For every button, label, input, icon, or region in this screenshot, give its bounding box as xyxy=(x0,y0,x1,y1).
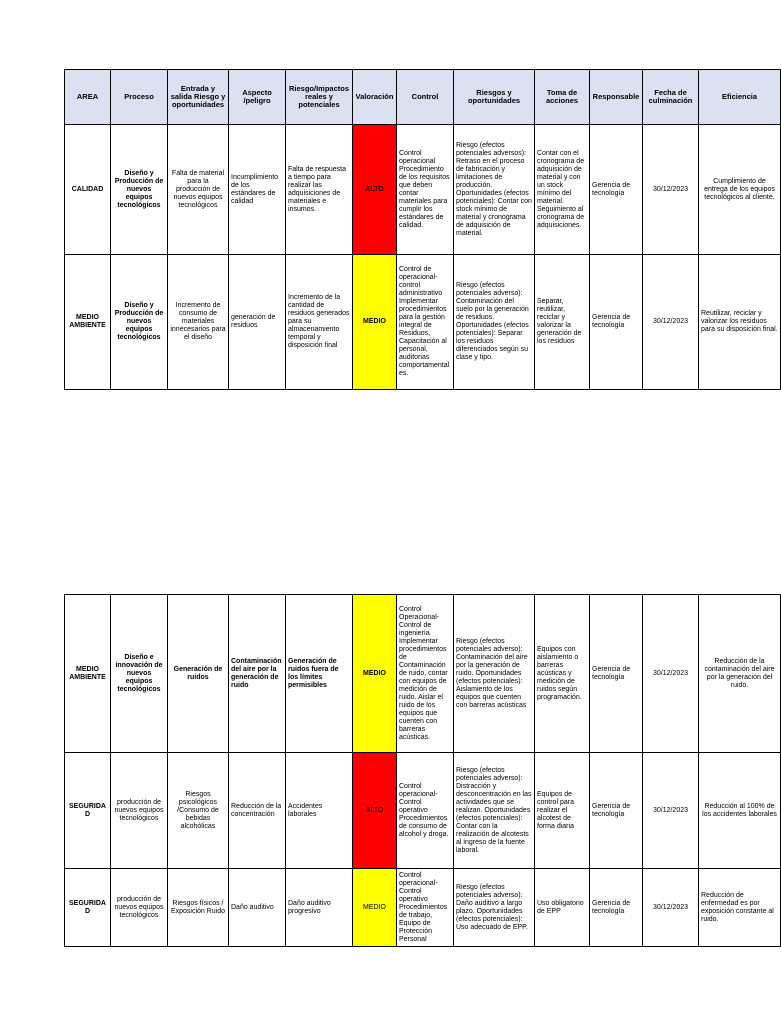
cell-area: CALIDAD xyxy=(65,125,111,255)
cell-valoracion: ALTO xyxy=(353,125,397,255)
cell-valoracion: MEDIO xyxy=(353,595,397,753)
header-fecha: Fecha de culminación xyxy=(643,70,699,125)
cell-entrada: Generación de ruidos xyxy=(168,595,229,753)
cell-riesgos-oportunidades: Riesgo (efectos potenciales adverso): Daño auditivo a largo plazo. Oportunidades (efectos potenciales): Uso adecuado de EPP. xyxy=(454,869,535,947)
cell-proceso: Diseño y Producción de nuevos equipos tecnológicos xyxy=(111,255,168,390)
cell-riesgos-oportunidades: Riesgo (efectos potenciales adverso): Contaminación del suelo por la generación de residuos. Oportunidades (efectos potenciales): Separar los residuos diferenciados según su clase y tipo. xyxy=(454,255,535,390)
cell-aspecto: Incumplimiento de los estándares de calidad xyxy=(229,125,286,255)
header-eficiencia: Eficiencia xyxy=(699,70,781,125)
cell-valoracion: ALTO xyxy=(353,753,397,869)
cell-responsable: Gerencia de tecnología xyxy=(590,869,643,947)
cell-riesgo-impacto: Accidentes laborales xyxy=(286,753,353,869)
header-area: AREA xyxy=(65,70,111,125)
table-row xyxy=(65,869,781,947)
cell-responsable: Gerencia de tecnología xyxy=(590,255,643,390)
header-toma-acciones: Toma de acciones xyxy=(535,70,590,125)
table-row xyxy=(65,255,781,390)
header-aspecto: Aspecto /peligro xyxy=(229,70,286,125)
header-responsable: Responsable xyxy=(590,70,643,125)
cell-riesgos-oportunidades: Riesgo (efectos potenciales adverso): Contaminación del aire por la generación de ruido. Oportunidades (efectos potenciales): Aislamiento de los equipos que cuenten con barreras acústicas xyxy=(454,595,535,753)
cell-riesgo-impacto: Incremento de la cantidad de residuos generados para su almacenamiento temporal y disposición final xyxy=(286,255,353,390)
cell-responsable: Gerencia de tecnología xyxy=(590,595,643,753)
cell-riesgo-impacto: Daño auditivo progresivo xyxy=(286,869,353,947)
cell-proceso: Diseño y Producción de nuevos equipos tecnológicos xyxy=(111,125,168,255)
header-control: Control xyxy=(397,70,454,125)
cell-valoracion: MEDIO xyxy=(353,255,397,390)
cell-entrada: Incremento de consumo de materiales innecesarios para el diseño xyxy=(168,255,229,390)
table-row xyxy=(65,125,781,255)
cell-control: Control operacional-Control operativo Procedimientos de trabajo, Equipo de Protección Personal xyxy=(397,869,454,947)
cell-valoracion: MEDIO xyxy=(353,869,397,947)
table-row xyxy=(65,753,781,869)
cell-fecha: 30/12/2023 xyxy=(643,753,699,869)
cell-entrada: Riesgos psicológicos /Consumo de bebidas alcohólicas xyxy=(168,753,229,869)
cell-control: Control operacional Procedimiento de los requisitos que deben contar materiales para cumplir los estándares de calidad. xyxy=(397,125,454,255)
cell-toma-acciones: Equipos con aislamiento o barreras acústicas y medición de ruidos según programación. xyxy=(535,595,590,753)
cell-proceso: producción de nuevos equipos tecnológicos xyxy=(111,869,168,947)
header-proceso: Proceso xyxy=(111,70,168,125)
cell-responsable: Gerencia de tecnología xyxy=(590,125,643,255)
cell-toma-acciones: Separar, reutilizar, reciclar y valorizar la generación de los residuos xyxy=(535,255,590,390)
cell-toma-acciones: Uso obligatorio de EPP xyxy=(535,869,590,947)
header-entrada: Entrada y salida Riesgo y oportunidades xyxy=(168,70,229,125)
cell-aspecto: Contaminación del aire por la generación de ruido xyxy=(229,595,286,753)
cell-eficiencia: Reducción de enfermedad es por exposición constante al ruido. xyxy=(699,869,781,947)
risk-table-bottom xyxy=(64,594,781,947)
cell-aspecto: Reducción de la concentración xyxy=(229,753,286,869)
cell-entrada: Falta de material para la producción de nuevos equipos tecnológicos xyxy=(168,125,229,255)
header-valoracion: Valoración xyxy=(353,70,397,125)
cell-eficiencia: Cumplimiento de entrega de los equipos tecnológicos al cliente. xyxy=(699,125,781,255)
cell-area: MEDIO AMBIENTE xyxy=(65,255,111,390)
cell-toma-acciones: Equipos de control para realizar el alcotest de forma diaria xyxy=(535,753,590,869)
cell-fecha: 30/12/2023 xyxy=(643,595,699,753)
risk-table-top xyxy=(64,69,781,390)
cell-riesgo-impacto: Generación de ruidos fuera de los límites permisibles xyxy=(286,595,353,753)
cell-aspecto: generación de residuos xyxy=(229,255,286,390)
cell-eficiencia: Reducción de la contaminación del aire por la generación del ruido. xyxy=(699,595,781,753)
cell-riesgos-oportunidades: Riesgo (efectos potenciales adversos): Retraso en el proceso de fabricación y limitaciones de producción. Oportunidades (efectos potenciales): Contar con stock mínimo de material y cronograma de adquisición de material. xyxy=(454,125,535,255)
cell-proceso: producción de nuevos equipos tecnológicos xyxy=(111,753,168,869)
cell-riesgo-impacto: Falta de respuesta a tiempo para realizar las adquisiciones de materiales e insumos. xyxy=(286,125,353,255)
cell-area: SEGURIDAD xyxy=(65,753,111,869)
cell-control: Control de operacional-control administrativo Implementar procedimientos para la gestión integral de Residuos, Capacitación al personal, auditorias comportamentales. xyxy=(397,255,454,390)
cell-riesgos-oportunidades: Riesgo (efectos potenciales adverso): Distracción y desconcentración en las actividades que se realizan. Oportunidades (efectos potenciales): Contar con la realización de alcotests al ingreso de la fuente laboral. xyxy=(454,753,535,869)
cell-area: MEDIO AMBIENTE xyxy=(65,595,111,753)
cell-eficiencia: Reducción al 100% de los accidentes laborales xyxy=(699,753,781,869)
cell-fecha: 30/12/2023 xyxy=(643,255,699,390)
cell-proceso: Diseño e innovación de nuevos equipos tecnológicos xyxy=(111,595,168,753)
cell-area: SEGURIDAD xyxy=(65,869,111,947)
table-row xyxy=(65,595,781,753)
cell-toma-acciones: Contar con el cronograma de adquisición de material y con un stock mínimo del material. Seguimiento al cronograma de adquisiciones. xyxy=(535,125,590,255)
cell-entrada: Riesgos físicos / Exposición Ruido xyxy=(168,869,229,947)
cell-aspecto: Daño auditivo xyxy=(229,869,286,947)
cell-fecha: 30/12/2023 xyxy=(643,125,699,255)
cell-control: Control Operacional-Control de ingeniería Implementar procedimientos de Contaminación de ruido, contar con equipos de medición de ruido. Aislar el ruido de los equipos que cuenten con barreras acústicas. xyxy=(397,595,454,753)
header-row xyxy=(65,70,781,125)
header-riesgos-oportunidades: Riesgos y oportunidades xyxy=(454,70,535,125)
cell-control: Control operacional-Control operativo Procedimientos de consumo de alcohol y droga. xyxy=(397,753,454,869)
header-riesgo-impacto: Riesgo/Impactos reales y potenciales xyxy=(286,70,353,125)
cell-fecha: 30/12/2023 xyxy=(643,869,699,947)
cell-responsable: Gerencia de tecnología xyxy=(590,753,643,869)
cell-eficiencia: Reutilizar, reciclar y valorizar los residuos para su disposición final. xyxy=(699,255,781,390)
